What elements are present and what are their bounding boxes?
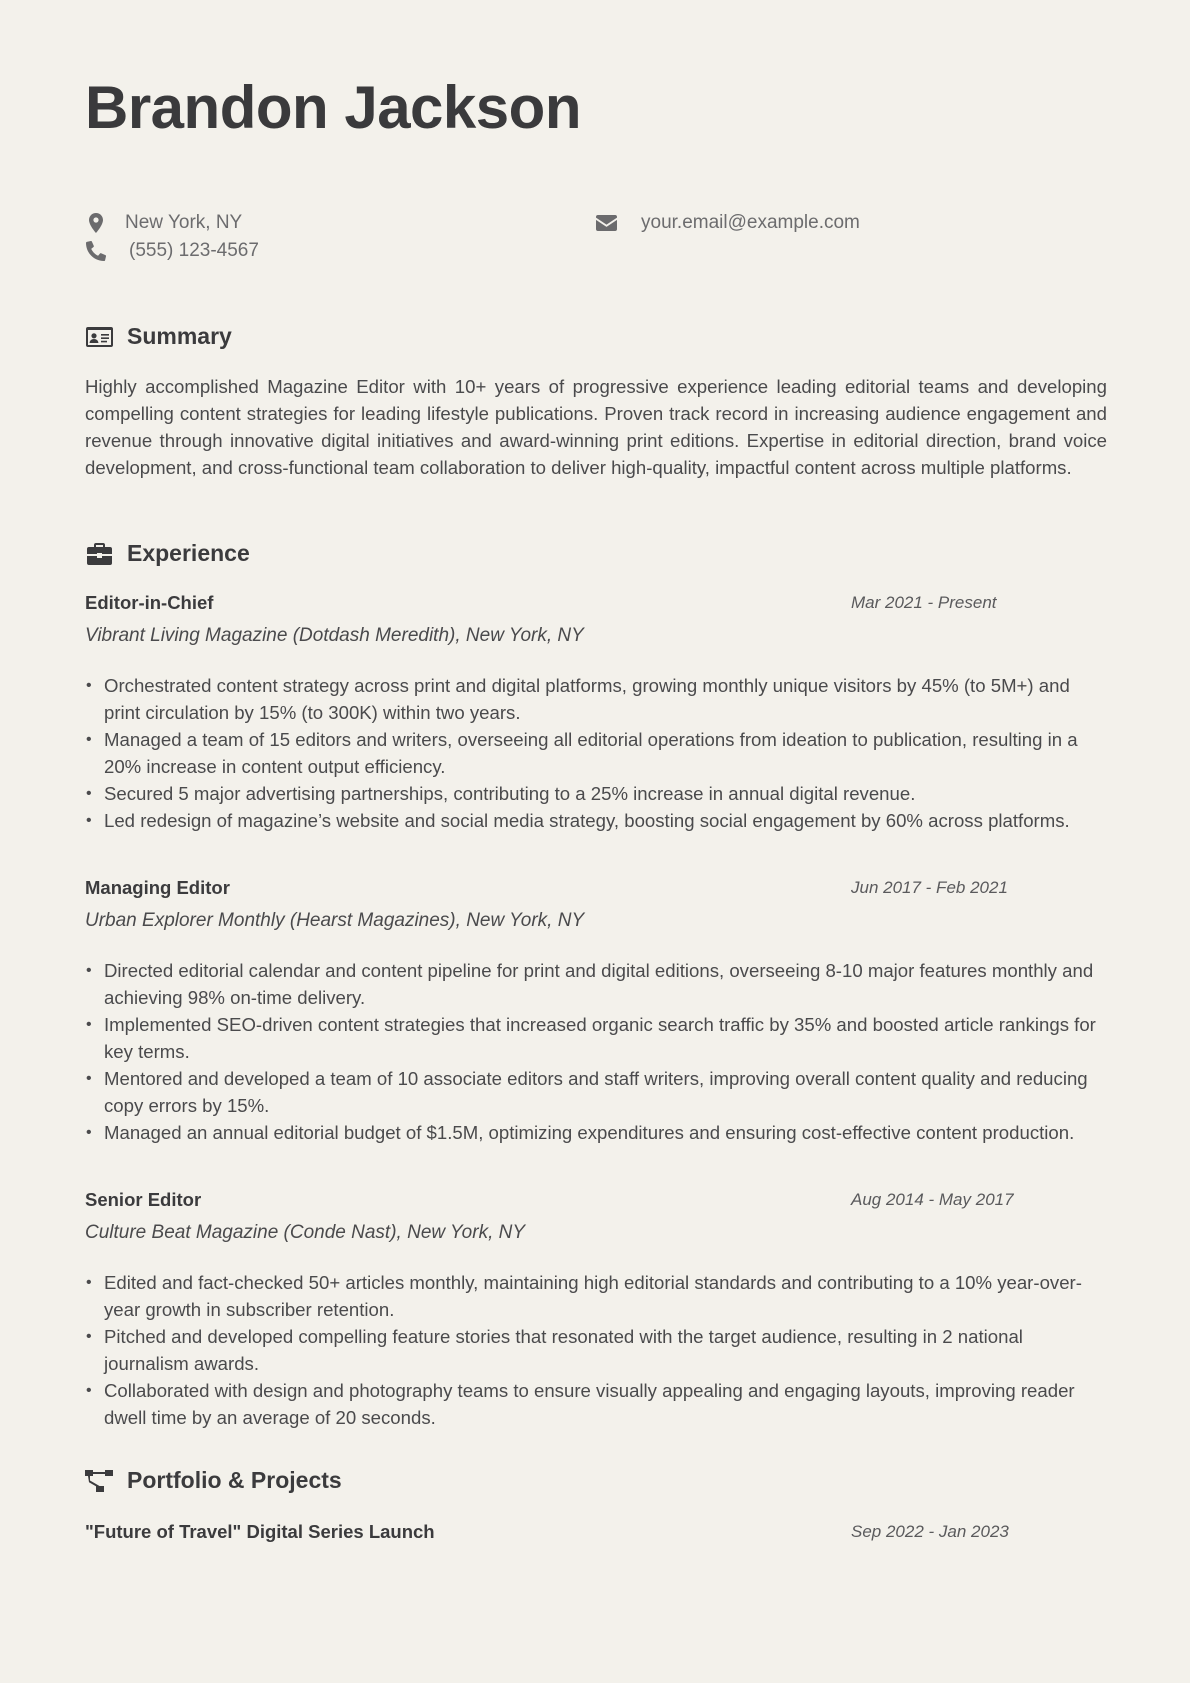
job-organization: Vibrant Living Magazine (Dotdash Meredith), New York, NY	[85, 625, 584, 646]
job-bullet: • Pitched and developed compelling feature stories that resonated with the target audience, resulting in 2 national journalism awards.	[85, 1323, 1107, 1377]
job-organization: Urban Explorer Monthly (Hearst Magazines), New York, NY	[85, 910, 585, 931]
contact-email[interactable]	[595, 212, 860, 234]
phone-icon	[85, 240, 107, 262]
job-bullet: • Implemented SEO-driven content strategies that increased organic search traffic by 35% and boosted article rankings for key terms.	[85, 1011, 1107, 1065]
contact-phone[interactable]	[85, 240, 259, 262]
email-text: your.email@example.com	[641, 212, 860, 233]
job-bullet: • Managed a team of 15 editors and writers, overseeing all editorial operations from ideation to publication, resulting in a 20% increase in content output efficiency.	[85, 726, 1107, 780]
project-title: "Future of Travel" Digital Series Launch	[85, 1521, 435, 1542]
id-card-icon	[85, 324, 113, 350]
job-title: Senior Editor	[85, 1189, 202, 1210]
map-marker-icon	[85, 212, 107, 234]
job-bullet: • Directed editorial calendar and content pipeline for print and digital editions, overseeing 8-10 major features monthly and achieving 98% on-time delivery.	[85, 957, 1107, 1011]
job-dates: Mar 2021 - Present	[851, 593, 997, 612]
job-dates: Jun 2017 - Feb 2021	[851, 878, 1008, 897]
job-title: Managing Editor	[85, 877, 230, 898]
phone-text: (555) 123-4567	[129, 240, 259, 261]
job-bullet: • Secured 5 major advertising partnerships, contributing to a 25% increase in annual digital revenue.	[85, 780, 1107, 807]
job-bullet: • Mentored and developed a team of 10 associate editors and staff writers, improving overall content quality and reducing copy errors by 15%.	[85, 1065, 1107, 1119]
job-bullet: • Orchestrated content strategy across print and digital platforms, growing monthly unique visitors by 45% (to 5M+) and print circulation by 15% (to 300K) within two years.	[85, 672, 1107, 726]
job-title: Editor-in-Chief	[85, 592, 214, 613]
job-bullet: • Edited and fact-checked 50+ articles monthly, maintaining high editorial standards and contributing to a 10% year-over-year growth in subscriber retention.	[85, 1269, 1107, 1323]
briefcase-icon	[85, 541, 113, 567]
job-bullet: • Led redesign of magazine’s website and social media strategy, boosting social engagement by 60% across platforms.	[85, 807, 1107, 834]
envelope-icon	[595, 212, 617, 234]
experience-title: Experience	[127, 540, 250, 566]
project-dates: Sep 2022 - Jan 2023	[851, 1522, 1009, 1541]
job-bullets	[85, 672, 1107, 834]
job-organization: Culture Beat Magazine (Conde Nast), New York, NY	[85, 1222, 526, 1243]
project-diagram-icon	[85, 1468, 113, 1494]
contact-location	[85, 212, 242, 234]
summary-heading	[85, 323, 232, 350]
job-bullet: • Managed an annual editorial budget of $1.5M, optimizing expenditures and ensuring cost-effective content production.	[85, 1119, 1107, 1146]
candidate-name: Brandon Jackson	[85, 74, 581, 141]
summary-text: Highly accomplished Magazine Editor with 10+ years of progressive experience leading editorial teams and developing compelling content strategies for leading lifestyle publications. Proven track record in increasing audience engagement and revenue through innovative digital initiatives and award-winning print editions. Expertise in editorial direction, brand voice development, and cross-functional team collaboration to deliver high-quality, impactful content across multiple platforms.	[85, 376, 1107, 478]
portfolio-title: Portfolio & Projects	[127, 1467, 342, 1493]
job-bullets	[85, 957, 1107, 1146]
job-bullets	[85, 1269, 1107, 1431]
job-bullet: • Collaborated with design and photography teams to ensure visually appealing and engaging layouts, improving reader dwell time by an average of 20 seconds.	[85, 1377, 1107, 1431]
experience-heading	[85, 540, 250, 567]
summary-title: Summary	[127, 323, 232, 349]
portfolio-heading	[85, 1467, 342, 1494]
location-text: New York, NY	[125, 212, 243, 233]
job-dates: Aug 2014 - May 2017	[851, 1190, 1014, 1209]
